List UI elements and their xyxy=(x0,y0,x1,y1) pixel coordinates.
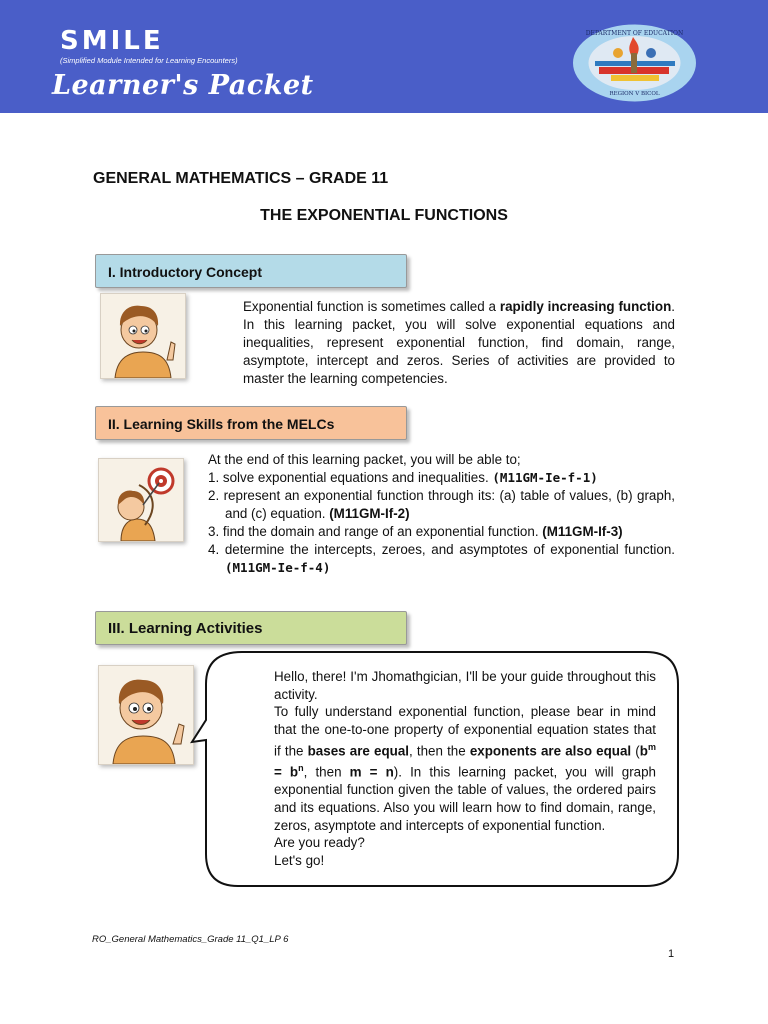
guide-greeting: Hello, there! I'm Jhomathgician, I'll be your guide throughout this activity. xyxy=(274,669,656,702)
learning-skills-list xyxy=(208,451,675,577)
skill-item-text: 1. solve exponential equations and inequalities. xyxy=(208,470,493,485)
skill-item-text: 2. represent an exponential function through its: (a) table of values, (b) graph, and (c) equation. xyxy=(208,488,675,521)
intro-text-rest: . In this learning packet, you will solve exponential equations and inequalities, represent exponential function, find domain, range, asymptote, intercept and zeros. Series of activities are provided to master the learning competencies. xyxy=(243,299,675,386)
equation-m-n: m = n xyxy=(349,764,394,780)
section-learning-activities-heading: III. Learning Activities xyxy=(95,611,407,645)
guide-ready: Are you ready? xyxy=(274,835,365,851)
skills-intro: At the end of this learning packet, you will be able to; xyxy=(208,452,521,467)
property-bold-exponents: exponents are also equal xyxy=(469,743,632,759)
guide-property-paragraph xyxy=(228,703,656,834)
guide-boy-illustration xyxy=(98,665,194,765)
guide-lets-go: Let's go! xyxy=(274,852,325,868)
archer-target-illustration xyxy=(98,458,184,542)
intro-text-start: Exponential function is sometimes called a xyxy=(243,299,500,314)
skill-item-text: 3. find the domain and range of an exponential function. xyxy=(208,524,543,539)
header-banner xyxy=(0,0,768,113)
document-title: GENERAL MATHEMATICS – GRADE 11 xyxy=(93,170,389,187)
seal-bottom-text: REGION V BICOL xyxy=(609,91,660,97)
equation-b: b xyxy=(639,743,648,759)
page-number: 1 xyxy=(668,948,675,960)
brand-title: SMILE xyxy=(60,26,164,56)
guide-message xyxy=(228,668,656,870)
skill-item-code: (M11GM-Ie-f-4) xyxy=(225,560,331,575)
deped-seal-logo xyxy=(571,23,698,103)
seal-top-text: DEPARTMENT OF EDUCATION xyxy=(585,30,684,37)
equation-sup-n: n xyxy=(298,762,304,773)
property-text-3: ( xyxy=(631,743,640,759)
equation-eq-b: = b xyxy=(274,764,299,780)
document-subtitle: THE EXPONENTIAL FUNCTIONS xyxy=(260,207,508,224)
property-text-1: To fully understand exponential function, please bear in mind that the one-to-one property of exponential equation states that if the xyxy=(274,704,656,759)
section-learning-skills-heading: II. Learning Skills from the MELCs xyxy=(95,406,407,440)
boy-pointing-illustration xyxy=(100,293,186,379)
skill-item-code: (M11GM-Ie-f-1) xyxy=(492,470,598,485)
property-text-4: , then xyxy=(303,764,350,780)
brand-subtitle: (Simplified Module Intended for Learning Encounters) xyxy=(60,56,238,65)
packet-title: Learner's Packet xyxy=(52,70,314,101)
skill-item-3 xyxy=(208,523,675,541)
footer-document-code: RO_General Mathematics_Grade 11_Q1_LP 6 xyxy=(92,934,289,945)
section-introductory-heading: I. Introductory Concept xyxy=(95,254,407,288)
skill-item-code: (M11GM-If-3) xyxy=(542,524,623,539)
introductory-paragraph xyxy=(197,298,675,388)
property-text-5: ). In this learning packet, you will graph exponential function given the table of values, the ordered pairs and its equations. Also you will learn how to find domain, range, zeros, asymptote and intercepts of exponential function. xyxy=(274,764,656,833)
skill-item-1 xyxy=(208,469,675,487)
property-bold-bases: bases are equal xyxy=(307,743,409,759)
intro-text-bold: rapidly increasing function xyxy=(499,299,672,314)
skill-item-code: (M11GM-If-2) xyxy=(329,506,410,521)
equation-sup-m: m xyxy=(647,741,656,752)
property-text-2: , then the xyxy=(408,743,470,759)
skill-item-2 xyxy=(208,487,675,523)
skill-item-4 xyxy=(208,541,675,577)
skill-item-text: 4. determine the intercepts, zeroes, and asymptotes of exponential function. xyxy=(208,542,675,557)
